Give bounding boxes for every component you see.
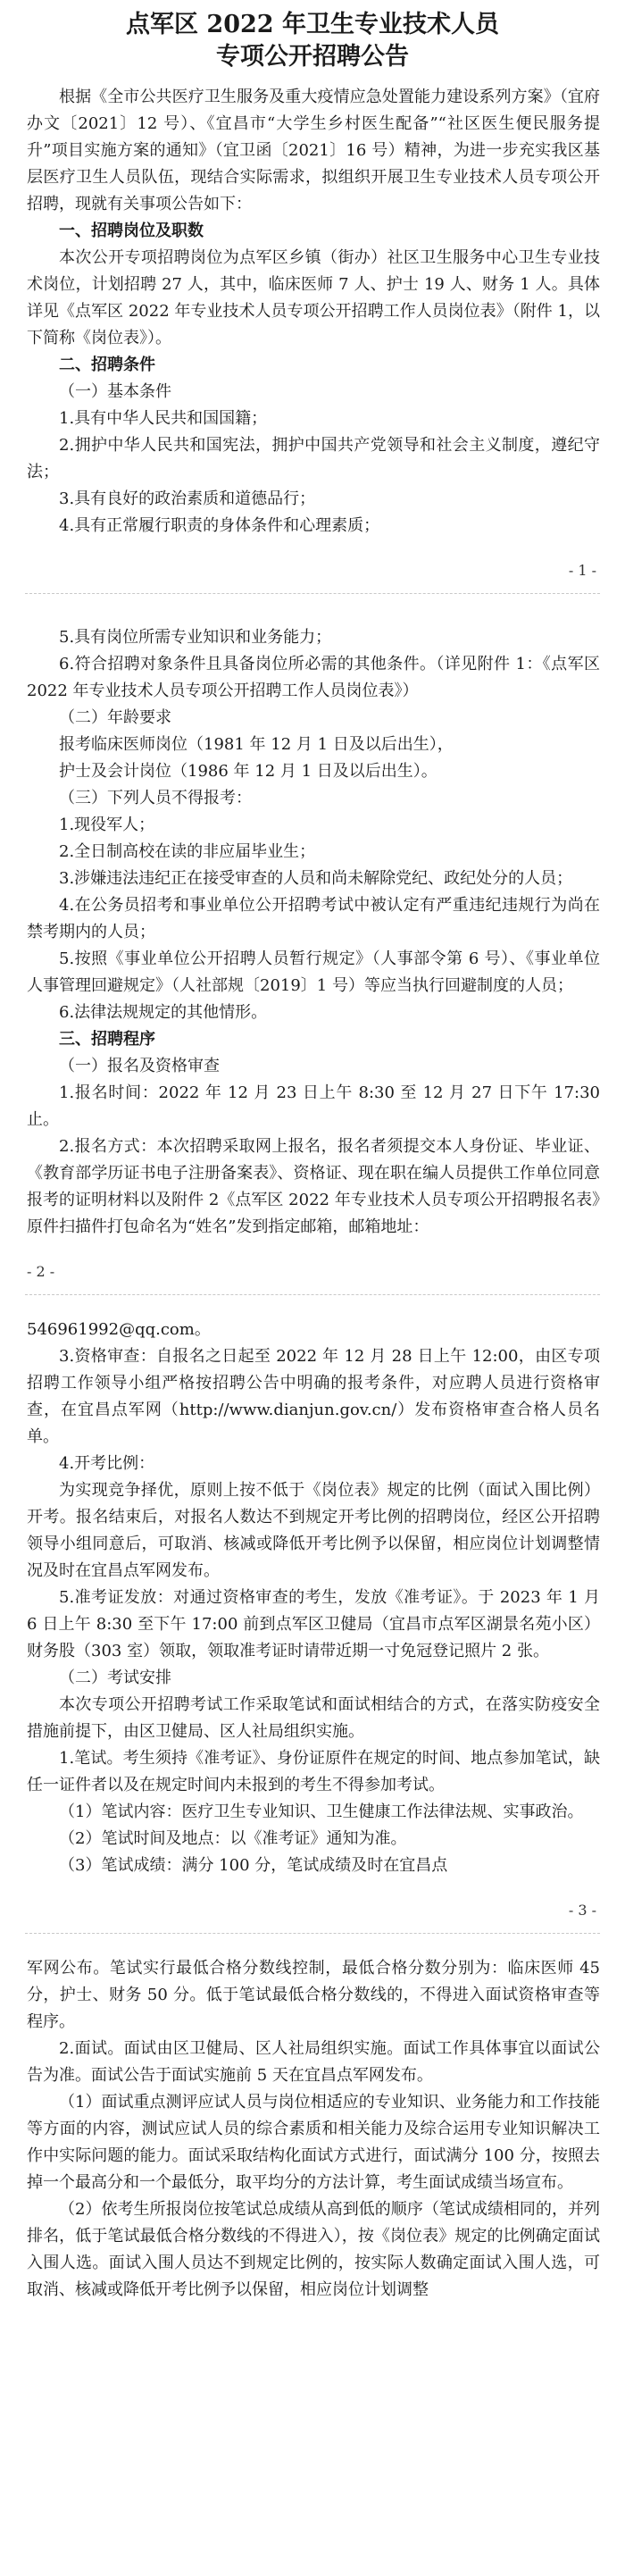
section-heading-conditions: 二、招聘条件 xyxy=(59,355,155,374)
condition-item-5: 5.具有岗位所需专业知识和业务能力； xyxy=(59,628,332,647)
qualification-review: 3.资格审查：自报名之日起至 2022 年 12 月 28 日上午 12:00，由区专项招聘工作领导小组严格按招聘公告中明确的报考条件，对应聘人员进行资格审查，在宜昌点军网（http://www.dianjun.gov.cn/）发布资格审查合格人员名单。 xyxy=(27,1347,600,1446)
excluded-item-2: 2.全日制高校在读的非应届毕业生； xyxy=(59,842,316,861)
page-number-2: - 2 - xyxy=(27,1263,55,1280)
written-exam-time: （2）笔试时间及地点：以《准考证》通知为准。 xyxy=(59,1829,407,1848)
subheading-excluded: （三）下列人员不得报考： xyxy=(59,789,252,807)
interview-item-1: （1）面试重点测评应试人员与岗位相适应的专业知识、业务能力和工作技能等方面的内容，测试应试人员的综合素质和相关能力及综合运用专业知识解决工作中实际问题的能力。面试采取结构化面试方式进行，面试满分 100 分，按照去掉一个最高分和一个最低分，取平均分的方法计算，考生面试成绩当场宣布。 xyxy=(27,2093,600,2192)
email-address: 546961992@qq.com。 xyxy=(27,1320,211,1339)
intro-paragraph: 根据《全市公共医疗卫生服务及重大疫情应急处置能力建设系列方案》（宜府办文〔2021〕12 号）、《宜昌市“大学生乡村医生配备”“社区医生便民服务提升”项目实施方案的通知》（宜卫函〔2021〕16 号）精神，为进一步充实我区基层医疗卫生人员队伍，现结合实际需求，拟组织开展卫生专业技术人员专项公开招聘，现就有关事项公告如下： xyxy=(27,88,600,213)
positions-paragraph: 本次公开专项招聘岗位为点军区乡镇（街办）社区卫生服务中心卫生专业技术岗位，计划招聘 27 人，其中，临床医师 7 人、护士 19 人、财务 1 人。具体详见《点军区 2022 年专业技术人员专项公开招聘工作人员岗位表》（附件 1，以下简称《岗位表》）。 xyxy=(27,248,600,347)
subheading-exam: （二）考试安排 xyxy=(59,1669,171,1687)
condition-item-1: 1.具有中华人民共和国国籍； xyxy=(59,409,268,428)
condition-item-2: 2.拥护中华人民共和国宪法，拥护中国共产党领导和社会主义制度，遵纪守法； xyxy=(27,436,600,481)
interview-item-2: （2）依考生所报岗位按笔试总成绩从高到低的顺序（笔试成绩相同的，并列排名，低于笔试最低合格分数线的不得进入），按《岗位表》规定的比例确定面试入围人选。面试入围人员达不到规定比例的，按实际人数确定面试入围人选，可取消、核减或降低开考比例予以保留，相应岗位计划调整 xyxy=(27,2200,600,2299)
written-exam: 1.笔试。考生须持《准考证》、身份证原件在规定的时间、地点参加笔试，缺任一证件者以及在规定时间内未报到的考生不得参加考试。 xyxy=(27,1749,600,1794)
document-title-line2: 专项公开招聘公告 xyxy=(216,43,409,71)
excluded-item-4: 4.在公务员招考和事业单位公开招聘考试中被认定有严重违纪违规行为尚在禁考期内的人员； xyxy=(27,896,600,941)
written-exam-content: （1）笔试内容：医疗卫生专业知识、卫生健康工作法律法规、实事政治。 xyxy=(59,1802,584,1821)
subheading-basic-conditions: （一）基本条件 xyxy=(59,382,171,401)
age-requirement-nurse: 护士及会计岗位（1986 年 12 月 1 日及以后出生）。 xyxy=(59,762,438,781)
excluded-item-5: 5.按照《事业单位公开招聘人员暂行规定》（人事部令第 6 号）、《事业单位人事管理回避规定》（人社部规〔2019〕1 号）等应当执行回避制度的人员； xyxy=(27,949,600,995)
excluded-item-6: 6.法律法规规定的其他情形。 xyxy=(59,1003,268,1022)
exam-ratio-text: 为实现竞争择优，原则上按不低于《岗位表》规定的比例（面试入围比例）开考。报名结束后，对报名人数达不到规定开考比例的招聘岗位，经区公开招聘领导小组同意后，可取消、核减或降低开考比例予以保留，相应岗位计划调整情况及时在宜昌点军网发布。 xyxy=(27,1481,600,1580)
page-divider xyxy=(25,593,600,594)
subheading-age: （二）年龄要求 xyxy=(59,708,171,727)
page-number-3: - 3 - xyxy=(568,1902,596,1919)
written-exam-score-continued: 军网公布。笔试实行最低合格分数线控制，最低合格分数分别为：临床医师 45 分，护士、财务 50 分。低于笔试最低合格分数线的，不得进入面试资格审查等程序。 xyxy=(27,1959,600,2031)
section-heading-positions: 一、招聘岗位及职数 xyxy=(59,222,204,240)
registration-time: 1.报名时间：2022 年 12 月 23 日上午 8:30 至 12 月 27 日下午 17:30 止。 xyxy=(27,1083,600,1129)
page-divider xyxy=(25,1294,600,1295)
exam-intro: 本次专项公开招聘考试工作采取笔试和面试相结合的方式，在落实防疫安全措施前提下，由区卫健局、区人社局组织实施。 xyxy=(27,1695,600,1741)
age-requirement-doctor: 报考临床医师岗位（1981 年 12 月 1 日及以后出生）， xyxy=(59,735,454,754)
written-exam-score: （3）笔试成绩：满分 100 分，笔试成绩及时在宜昌点 xyxy=(59,1856,448,1875)
excluded-item-3: 3.涉嫌违法违纪正在接受审查的人员和尚未解除党纪、政纪处分的人员； xyxy=(59,869,573,888)
condition-item-3: 3.具有良好的政治素质和道德品行； xyxy=(59,489,316,508)
exam-ratio-title: 4.开考比例： xyxy=(59,1454,155,1473)
excluded-item-1: 1.现役军人； xyxy=(59,815,155,834)
subheading-registration: （一）报名及资格审查 xyxy=(59,1057,220,1075)
section-heading-procedure: 三、招聘程序 xyxy=(59,1030,155,1049)
admission-ticket: 5.准考证发放：对通过资格审查的考生，发放《准考证》。于 2023 年 1 月 6 日上午 8:30 至下午 17:00 前到点军区卫健局（宜昌市点军区湖景名苑小区）财务股（303 室）领取，领取准考证时请带近期一寸免冠登记照片 2 张。 xyxy=(27,1588,600,1660)
page-number-1: - 1 - xyxy=(568,562,596,579)
condition-item-6: 6.符合招聘对象条件且具备岗位所必需的其他条件。（详见附件 1：《点军区 2022 年专业技术人员专项公开招聘工作人员岗位表》） xyxy=(27,655,600,700)
interview: 2.面试。面试由区卫健局、区人社局组织实施。面试工作具体事宜以面试公告为准。面试公告于面试实施前 5 天在宜昌点军网发布。 xyxy=(27,2039,600,2085)
registration-method: 2.报名方式：本次招聘采取网上报名，报名者须提交本人身份证、毕业证、《教育部学历证书电子注册备案表》、资格证、现在职在编人员提供工作单位同意报考的证明材料以及附件 2《点军区 2022 年专业技术人员专项公开招聘报名表》原件扫描件打包命名为“姓名”发到指定邮箱，邮箱地址： xyxy=(27,1137,600,1236)
document-title-line1: 点军区 2022 年卫生专业技术人员 xyxy=(126,11,499,38)
condition-item-4: 4.具有正常履行职责的身体条件和心理素质； xyxy=(59,516,380,535)
page-divider xyxy=(25,1933,600,1934)
